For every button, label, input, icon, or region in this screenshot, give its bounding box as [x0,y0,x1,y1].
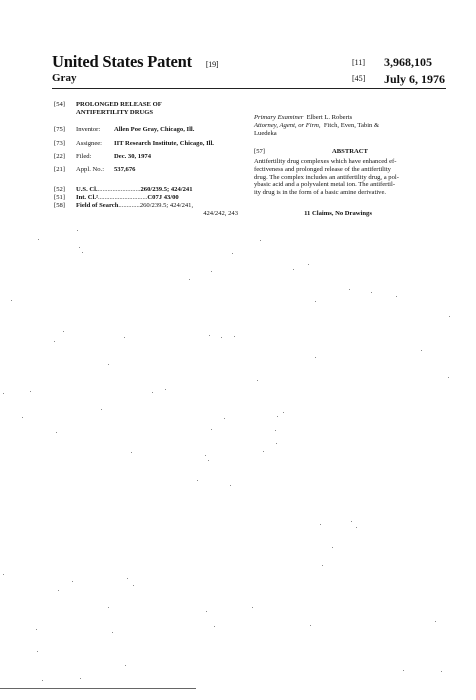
assignee-row [54,140,244,148]
filed-value: Dec. 30, 1974 [114,153,151,160]
scan-speck [30,391,31,392]
title-field-code: [54] [54,101,65,108]
scan-speck [133,585,134,586]
scan-speck [275,430,276,431]
scan-speck [82,252,83,253]
attorney-value2: Luedeka [254,129,277,137]
title-line1: PROLONGED RELEASE OF [76,101,162,108]
abstract-code: [57] [254,148,265,155]
us-cl-code: [52] [54,186,65,193]
filed-code: [22] [54,153,65,160]
scan-speck [396,296,397,297]
scan-speck [322,565,323,566]
us-cl-row [54,186,244,194]
scan-speck [448,377,449,378]
filed-row [54,153,244,161]
appl-no-label: Appl. No.: [76,166,105,173]
scan-speck [37,651,38,652]
scan-speck [36,629,37,630]
patent-number-code: [11] [352,58,366,67]
assignee-label: Assignee: [76,140,103,147]
scan-speck [108,364,109,365]
scan-speck [124,337,125,338]
filed-label: Filed: [76,153,92,160]
claims-count: 11 Claims, No Drawings [304,210,372,217]
title-code: [19] [205,60,219,69]
scan-speck [449,316,450,317]
biblio-title [54,101,244,117]
scan-speck [232,253,233,254]
scan-speck [72,581,73,582]
scan-speck [3,393,4,394]
inventor-label: Inventor: [76,126,101,133]
scan-speck [125,665,126,666]
date-code: [45] [352,74,366,83]
scan-speck [441,671,442,672]
field-search-row2 [54,210,238,218]
inventor-row [54,126,244,134]
scan-speck [211,271,212,272]
us-cl-label: U.S. Cl. [76,186,98,193]
abstract-heading-row [254,148,444,156]
scan-speck [320,524,321,525]
scan-speck [197,480,198,481]
scan-speck [79,247,80,248]
scan-speck [108,607,109,608]
scan-speck [234,336,235,337]
scan-speck [315,357,316,358]
scan-speck [22,417,23,418]
appl-no-row [54,166,244,174]
scan-speck [403,670,404,671]
abstract-heading: ABSTRACT [332,148,368,155]
scan-speck [205,455,206,456]
scan-speck [371,292,372,293]
int-cl-code: [51] [54,194,65,201]
appl-no-value: 537,676 [114,166,136,173]
scan-speck [349,289,350,290]
scan-speck [131,452,132,453]
scan-speck [127,578,128,579]
scan-speck [189,279,190,280]
scan-speck [206,611,207,612]
abstract-line: Antifertility drug complexes which have enhanced ef- [254,158,397,165]
scan-speck [77,230,78,231]
scan-speck [421,350,422,351]
scan-speck [58,590,59,591]
scan-speck [54,341,55,342]
primary-examiner-value: Elbert L. Roberts [306,114,353,121]
scan-speck [42,680,43,681]
field-search-value: 260/239.5; 424/241, [139,202,194,209]
scan-speck [208,460,209,461]
attorney-label: Attorney, Agent, or Firm [254,122,319,129]
scan-speck [252,607,253,608]
scan-speck [283,412,284,413]
scan-speck [263,451,264,452]
field-search-value2: 424/242, 243 [203,210,238,217]
scan-speck [221,337,222,338]
patent-header-title [52,52,218,72]
scan-speck [351,521,352,522]
scan-speck [63,331,64,332]
int-cl-row [54,194,244,202]
int-cl-value: C07J 43/00 [147,194,179,201]
abstract-line: ity drug is in the form of a basic amine derivative. [254,189,387,197]
scan-speck [80,678,81,679]
us-cl-dots: .......................... [97,186,141,193]
abstract-body [254,158,444,197]
scan-speck [257,380,258,381]
primary-examiner-label: Primary Examiner [254,114,304,121]
scan-speck [165,389,166,390]
issue-date: July 6, 1976 [384,72,446,86]
inventor-value: Allen Poe Gray, Chicago, Ill. [114,126,195,133]
scan-speck [277,416,278,417]
scan-speck [112,632,113,633]
scan-speck [260,240,261,241]
scan-speck [230,485,231,486]
field-search-code: [58] [54,202,65,209]
scan-speck [224,418,225,419]
footer-rule [0,688,196,689]
appl-no-code: [21] [54,166,65,173]
inventor-code: [75] [54,126,65,133]
field-search-dots: ............. [118,202,140,209]
attorney-value: Fitch, Even, Tabin & [323,122,380,129]
scan-speck [209,335,210,336]
scan-speck [11,300,12,301]
int-cl-dots: .............................. [97,194,148,201]
int-cl-label: Int. Cl.² [76,194,98,201]
scan-speck [38,239,39,240]
scan-speck [276,443,277,444]
attorney: Attorney, Agent, or Firm, Fitch, Even, Tabin & Luedeka [254,122,380,137]
scan-speck [332,547,333,548]
scan-speck [56,432,57,433]
primary-examiner [254,114,444,122]
field-search-label: Field of Search [76,202,119,209]
patent-number: 3,968,105 [384,55,432,69]
scan-speck [101,409,102,410]
assignee-value: IIT Research Institute, Chicago, Ill. [114,140,214,147]
scan-speck [308,264,309,265]
field-search-row [54,202,244,210]
abstract-line: drug. The complex includes an antifertility drug, a pol- [254,173,399,181]
title-line2: ANTIFERTILITY DRUGS [76,109,154,116]
abstract-line: ybasic acid and a polyvalent metal ion. The antifertil- [254,181,396,189]
header-inventor-surname: Gray [52,72,77,84]
scan-speck [211,429,212,430]
scan-speck [310,625,311,626]
scan-speck [3,574,4,575]
assignee-code: [73] [54,140,65,147]
abstract-line: fectiveness and prolonged release of the antifertility [254,165,391,173]
header-rule [52,88,446,89]
scan-speck [152,392,153,393]
scan-speck [356,527,357,528]
scan-speck [293,269,294,270]
us-cl-value: 260/239.5; 424/241 [140,186,193,193]
scan-speck [214,626,215,627]
header-title-text: United States Patent [52,52,192,71]
scan-speck [435,621,436,622]
scan-speck [315,301,316,302]
